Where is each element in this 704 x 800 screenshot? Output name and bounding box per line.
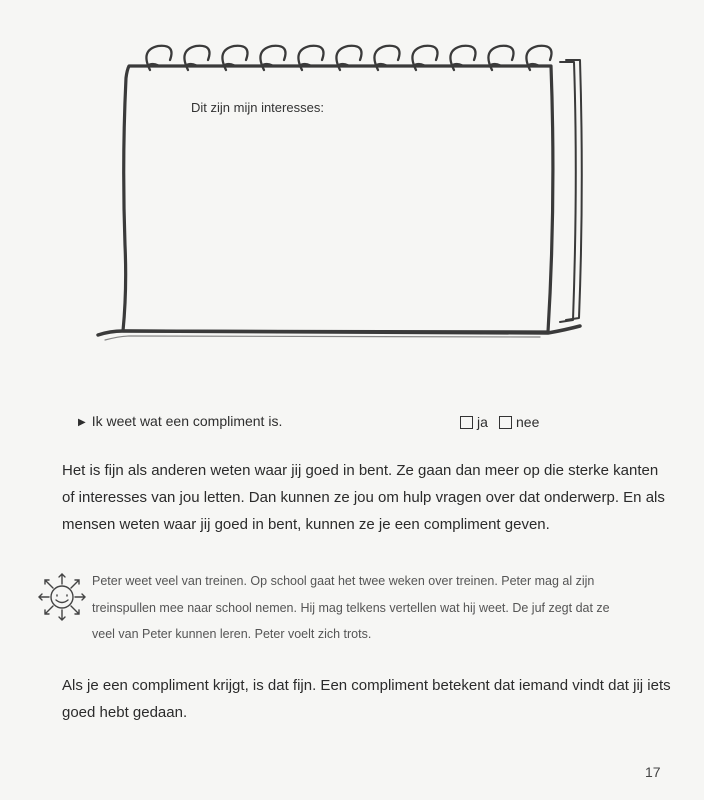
text-line: goed hebt gedaan. (62, 704, 188, 721)
paragraph-compliment (62, 672, 671, 726)
checkbox-ja-label: ja (477, 414, 488, 430)
paragraph-strengths (62, 457, 665, 538)
notepad-title: Dit zijn mijn interesses: (191, 100, 324, 115)
text-line: mensen weten waar jij goed in bent, kunnen ze je een compliment geven. (62, 516, 550, 533)
checkbox-ja[interactable] (460, 416, 473, 429)
checkbox-nee[interactable] (499, 416, 512, 429)
notepad-drawing (0, 0, 704, 360)
smiling-sun-icon (36, 571, 88, 623)
text-line: treinspullen mee naar school nemen. Hij mag telkens vertellen wat hij weet. De juf zegt dat ze (92, 600, 610, 615)
text-line: Het is fijn als anderen weten waar jij goed in bent. Ze gaan dan meer op die sterke kanten (62, 462, 659, 479)
question-row (78, 413, 638, 433)
text-line: veel van Peter kunnen leren. Peter voelt zich trots. (92, 627, 372, 641)
page-number: 17 (645, 764, 661, 780)
text-line: of interesses van jou letten. Dan kunnen ze jou om hulp vragen over dat onderwerp. En als (62, 489, 665, 506)
text-line: Als je een compliment krijgt, is dat fijn. Een compliment betekent dat iemand vindt dat jij iets (62, 677, 671, 694)
triangle-bullet-icon: ▶ (78, 417, 86, 428)
example-peter (92, 568, 652, 648)
question (78, 413, 282, 429)
text-line: Peter weet veel van treinen. Op school gaat het twee weken over treinen. Peter mag al zijn (92, 574, 595, 588)
checkbox-nee-label: nee (516, 414, 540, 430)
question-text: Ik weet wat een compliment is. (91, 413, 283, 429)
